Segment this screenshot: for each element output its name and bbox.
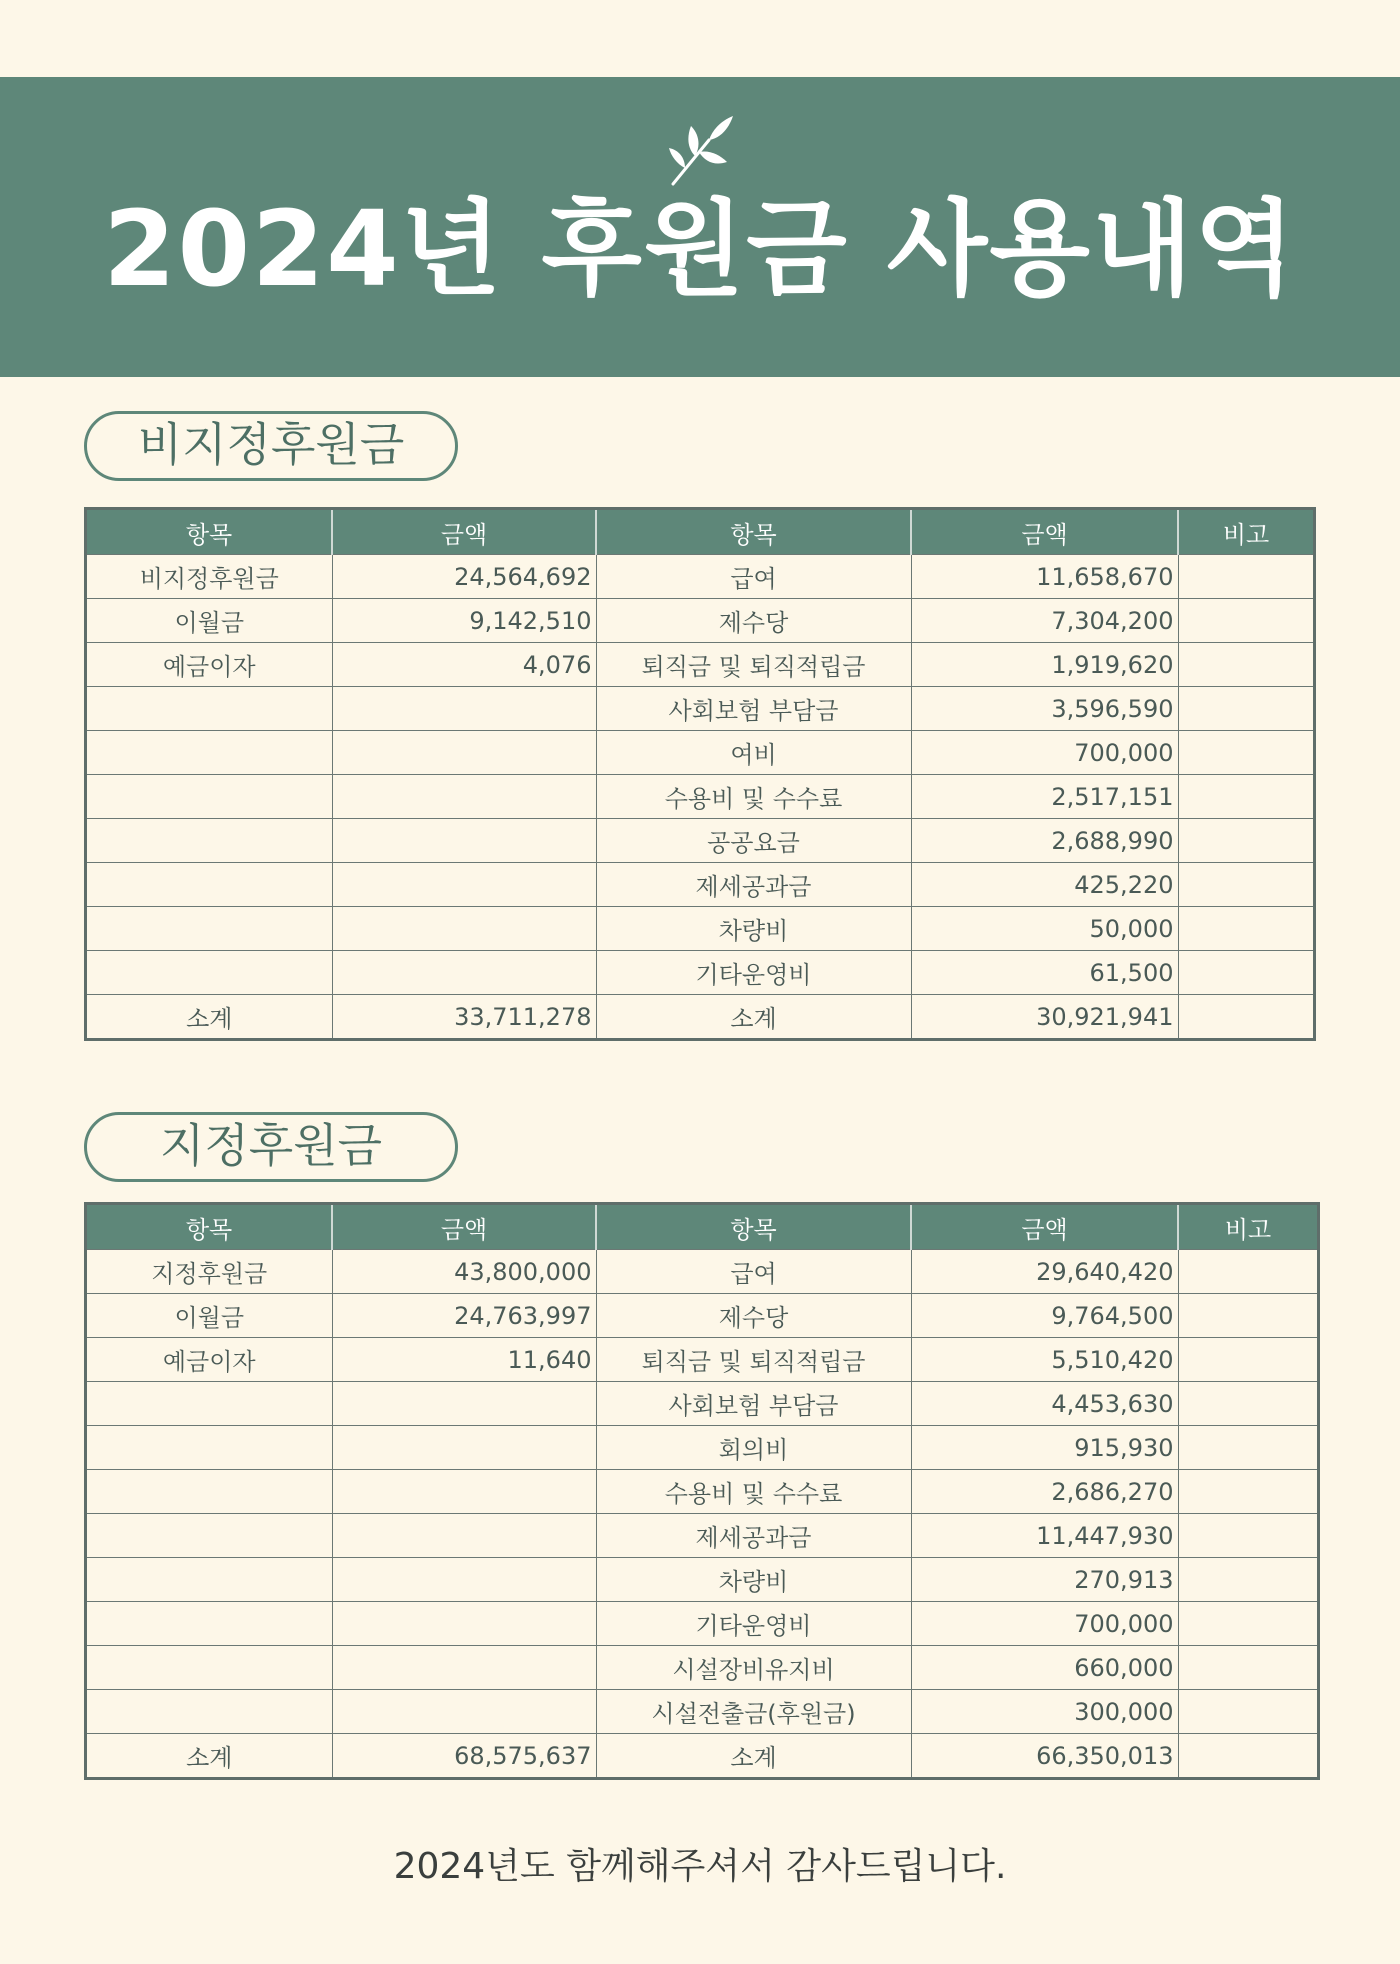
income-item-cell	[86, 1382, 333, 1426]
note-cell	[1178, 995, 1315, 1040]
note-cell	[1178, 1514, 1319, 1558]
expense-amount-cell: 66,350,013	[911, 1734, 1178, 1779]
income-item-cell	[86, 863, 333, 907]
note-cell	[1178, 1690, 1319, 1734]
section-heading-undesignated	[84, 411, 458, 481]
note-cell	[1178, 1470, 1319, 1514]
note-cell	[1178, 1338, 1319, 1382]
income-item-cell	[86, 1690, 333, 1734]
page-title: 2024년 후원금 사용내역	[103, 188, 1297, 310]
expense-amount-cell: 2,688,990	[911, 819, 1178, 863]
expense-item-cell: 차량비	[596, 1558, 911, 1602]
income-amount-cell	[332, 863, 596, 907]
column-header: 금액	[332, 1204, 596, 1250]
income-item-cell	[86, 687, 333, 731]
note-cell	[1178, 1382, 1319, 1426]
table-row	[86, 731, 1315, 775]
subtotal-row	[86, 995, 1315, 1040]
income-amount-cell	[332, 1470, 596, 1514]
expense-amount-cell: 270,913	[911, 1558, 1178, 1602]
expense-item-cell: 소계	[596, 1734, 911, 1779]
expense-amount-cell: 61,500	[911, 951, 1178, 995]
income-amount-cell: 11,640	[332, 1338, 596, 1382]
income-item-cell: 소계	[86, 995, 333, 1040]
note-cell	[1178, 687, 1315, 731]
income-amount-cell: 9,142,510	[332, 599, 596, 643]
note-cell	[1178, 555, 1315, 599]
income-item-cell	[86, 1514, 333, 1558]
income-amount-cell	[332, 1426, 596, 1470]
column-header: 비고	[1178, 1204, 1319, 1250]
note-cell	[1178, 1426, 1319, 1470]
column-header: 비고	[1178, 509, 1315, 555]
table-row	[86, 951, 1315, 995]
income-item-cell	[86, 775, 333, 819]
note-cell	[1178, 907, 1315, 951]
column-header: 항목	[596, 1204, 911, 1250]
table-row	[86, 907, 1315, 951]
section-heading-designated	[84, 1112, 458, 1182]
table-header-row	[86, 1204, 1319, 1250]
expense-amount-cell: 300,000	[911, 1690, 1178, 1734]
expense-amount-cell: 9,764,500	[911, 1294, 1178, 1338]
note-cell	[1178, 1734, 1319, 1779]
footer-thanks: 2024년도 함께해주셔서 감사드립니다.	[393, 1846, 1007, 1887]
income-amount-cell	[332, 1602, 596, 1646]
income-item-cell: 지정후원금	[86, 1250, 333, 1294]
income-amount-cell	[332, 1646, 596, 1690]
table-row	[86, 1470, 1319, 1514]
expense-amount-cell: 3,596,590	[911, 687, 1178, 731]
note-cell	[1178, 775, 1315, 819]
leaf-icon	[665, 110, 735, 188]
note-cell	[1178, 643, 1315, 687]
income-item-cell	[86, 1602, 333, 1646]
expense-item-cell: 급여	[596, 1250, 911, 1294]
table-row	[86, 863, 1315, 907]
expense-amount-cell: 29,640,420	[911, 1250, 1178, 1294]
expense-amount-cell: 4,453,630	[911, 1382, 1178, 1426]
note-cell	[1178, 1250, 1319, 1294]
table-row	[86, 555, 1315, 599]
expense-amount-cell: 11,447,930	[911, 1514, 1178, 1558]
table-row	[86, 819, 1315, 863]
income-amount-cell: 68,575,637	[332, 1734, 596, 1779]
expense-item-cell: 사회보험 부담금	[596, 687, 911, 731]
expense-item-cell: 공공요금	[596, 819, 911, 863]
column-header: 항목	[86, 1204, 333, 1250]
income-item-cell	[86, 1646, 333, 1690]
designated-fund-table	[84, 1202, 1320, 1780]
note-cell	[1178, 1646, 1319, 1690]
income-item-cell	[86, 1426, 333, 1470]
income-amount-cell	[332, 731, 596, 775]
income-amount-cell	[332, 775, 596, 819]
expense-item-cell: 수용비 및 수수료	[596, 1470, 911, 1514]
table-row	[86, 599, 1315, 643]
income-amount-cell	[332, 1558, 596, 1602]
income-item-cell: 소계	[86, 1734, 333, 1779]
subtotal-row	[86, 1734, 1319, 1779]
income-item-cell: 이월금	[86, 599, 333, 643]
income-item-cell	[86, 907, 333, 951]
expense-amount-cell: 2,686,270	[911, 1470, 1178, 1514]
table-row	[86, 1602, 1319, 1646]
expense-item-cell: 급여	[596, 555, 911, 599]
note-cell	[1178, 951, 1315, 995]
undesignated-fund-table	[84, 507, 1316, 1041]
income-amount-cell: 43,800,000	[332, 1250, 596, 1294]
expense-amount-cell: 7,304,200	[911, 599, 1178, 643]
income-item-cell	[86, 1470, 333, 1514]
income-amount-cell: 33,711,278	[332, 995, 596, 1040]
note-cell	[1178, 819, 1315, 863]
income-amount-cell: 24,763,997	[332, 1294, 596, 1338]
expense-item-cell: 시설장비유지비	[596, 1646, 911, 1690]
table-row	[86, 1294, 1319, 1338]
income-amount-cell	[332, 1382, 596, 1426]
table-header-row	[86, 509, 1315, 555]
column-header: 항목	[596, 509, 911, 555]
expense-amount-cell: 30,921,941	[911, 995, 1178, 1040]
note-cell	[1178, 1558, 1319, 1602]
table-row	[86, 1426, 1319, 1470]
expense-amount-cell: 425,220	[911, 863, 1178, 907]
note-cell	[1178, 731, 1315, 775]
expense-item-cell: 제세공과금	[596, 863, 911, 907]
table-row	[86, 643, 1315, 687]
income-item-cell	[86, 951, 333, 995]
expense-amount-cell: 2,517,151	[911, 775, 1178, 819]
income-item-cell: 예금이자	[86, 1338, 333, 1382]
table-row	[86, 1514, 1319, 1558]
table-row	[86, 1558, 1319, 1602]
column-header: 금액	[911, 509, 1178, 555]
expense-amount-cell: 5,510,420	[911, 1338, 1178, 1382]
expense-amount-cell: 915,930	[911, 1426, 1178, 1470]
expense-item-cell: 차량비	[596, 907, 911, 951]
expense-item-cell: 소계	[596, 995, 911, 1040]
expense-item-cell: 회의비	[596, 1426, 911, 1470]
income-item-cell: 이월금	[86, 1294, 333, 1338]
income-amount-cell	[332, 1690, 596, 1734]
income-item-cell: 비지정후원금	[86, 555, 333, 599]
expense-item-cell: 여비	[596, 731, 911, 775]
income-amount-cell: 4,076	[332, 643, 596, 687]
note-cell	[1178, 1294, 1319, 1338]
income-amount-cell: 24,564,692	[332, 555, 596, 599]
expense-item-cell: 퇴직금 및 퇴직적립금	[596, 1338, 911, 1382]
expense-amount-cell: 660,000	[911, 1646, 1178, 1690]
income-amount-cell	[332, 1514, 596, 1558]
expense-amount-cell: 50,000	[911, 907, 1178, 951]
column-header: 금액	[332, 509, 596, 555]
expense-amount-cell: 1,919,620	[911, 643, 1178, 687]
table-row	[86, 687, 1315, 731]
expense-item-cell: 수용비 및 수수료	[596, 775, 911, 819]
income-amount-cell	[332, 907, 596, 951]
table-row	[86, 1690, 1319, 1734]
expense-amount-cell: 11,658,670	[911, 555, 1178, 599]
expense-item-cell: 기타운영비	[596, 1602, 911, 1646]
expense-amount-cell: 700,000	[911, 1602, 1178, 1646]
income-item-cell	[86, 819, 333, 863]
income-amount-cell	[332, 951, 596, 995]
note-cell	[1178, 863, 1315, 907]
expense-item-cell: 사회보험 부담금	[596, 1382, 911, 1426]
expense-item-cell: 제세공과금	[596, 1514, 911, 1558]
section-heading-label: 지정후원금	[127, 1118, 415, 1173]
expense-item-cell: 시설전출금(후원금)	[596, 1690, 911, 1734]
column-header: 금액	[911, 1204, 1178, 1250]
income-item-cell	[86, 731, 333, 775]
table-row	[86, 1382, 1319, 1426]
table-row	[86, 1338, 1319, 1382]
income-item-cell: 예금이자	[86, 643, 333, 687]
expense-amount-cell: 700,000	[911, 731, 1178, 775]
note-cell	[1178, 599, 1315, 643]
income-item-cell	[86, 1558, 333, 1602]
income-amount-cell	[332, 687, 596, 731]
income-amount-cell	[332, 819, 596, 863]
expense-item-cell: 제수당	[596, 599, 911, 643]
expense-item-cell: 제수당	[596, 1294, 911, 1338]
note-cell	[1178, 1602, 1319, 1646]
section-heading-label: 비지정후원금	[127, 417, 415, 472]
column-header: 항목	[86, 509, 333, 555]
expense-item-cell: 퇴직금 및 퇴직적립금	[596, 643, 911, 687]
table-row	[86, 1646, 1319, 1690]
table-row	[86, 775, 1315, 819]
table-row	[86, 1250, 1319, 1294]
expense-item-cell: 기타운영비	[596, 951, 911, 995]
